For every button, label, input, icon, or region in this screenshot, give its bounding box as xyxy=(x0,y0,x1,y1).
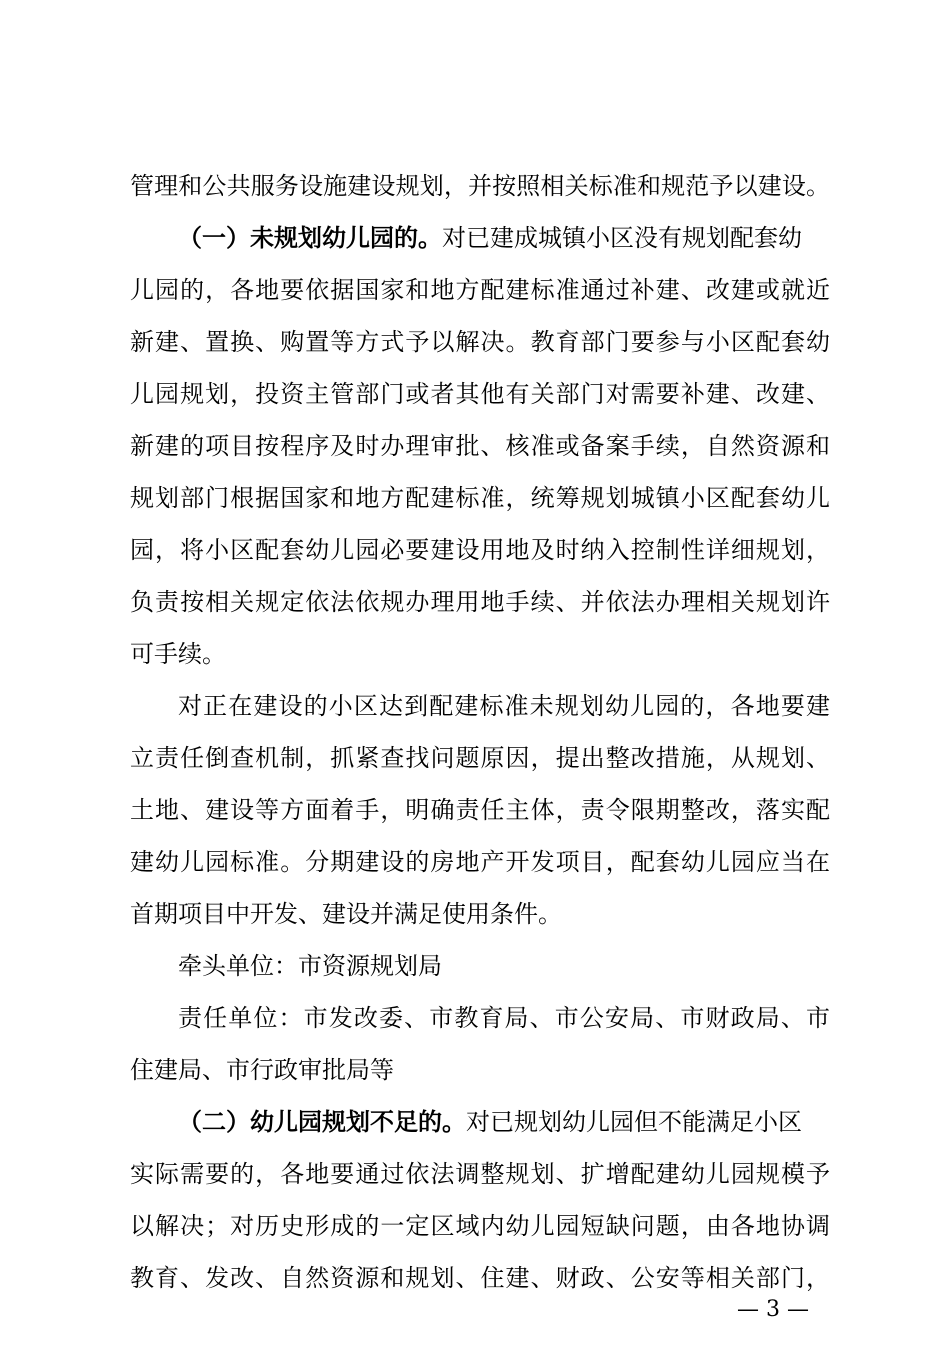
lead-unit-line: 牵头单位：市资源规划局 xyxy=(178,952,442,980)
text-run: 对已建成城镇小区没有规划配套幼 xyxy=(442,224,802,252)
paragraph-line xyxy=(178,222,830,254)
text-run: 对已规划幼儿园但不能满足小区 xyxy=(466,1108,802,1136)
text-line: 儿园的，各地要依据国家和地方配建标准通过补建、改建或就近 xyxy=(130,276,830,304)
text-line: 新建、置换、购置等方式予以解决。教育部门要参与小区配套幼 xyxy=(130,328,830,356)
section-heading: （二）幼儿园规划不足的。 xyxy=(178,1107,466,1136)
text-line: 新建的项目按程序及时办理审批、核准或备案手续，自然资源和 xyxy=(130,432,830,460)
text-line: 教育、发改、自然资源和规划、住建、财政、公安等相关部门， xyxy=(130,1264,830,1292)
text-line: 首期项目中开发、建设并满足使用条件。 xyxy=(130,900,562,928)
text-line: 以解决；对历史形成的一定区域内幼儿园短缺问题，由各地协调 xyxy=(130,1212,830,1240)
text-line: 土地、建设等方面着手，明确责任主体，责令限期整改，落实配 xyxy=(130,796,830,824)
responsible-units-line: 责任单位：市发改委、市教育局、市公安局、市财政局、市 xyxy=(178,1004,830,1032)
page-number: — 3 — xyxy=(737,1297,809,1322)
paragraph-line xyxy=(178,1106,830,1138)
text-line: 建幼儿园标准。分期建设的房地产开发项目，配套幼儿园应当在 xyxy=(130,848,830,876)
text-line: 规划部门根据国家和地方配建标准，统筹规划城镇小区配套幼儿 xyxy=(130,484,830,512)
text-line: 立责任倒查机制，抓紧查找问题原因，提出整改措施，从规划、 xyxy=(130,744,830,772)
text-line: 可手续。 xyxy=(130,640,226,668)
text-line: 管理和公共服务设施建设规划，并按照相关标准和规范予以建设。 xyxy=(130,172,830,200)
text-line: 实际需要的，各地要通过依法调整规划、扩增配建幼儿园规模予 xyxy=(130,1160,830,1188)
text-line: 负责按相关规定依法依规办理用地手续、并依法办理相关规划许 xyxy=(130,588,830,616)
text-line: 住建局、市行政审批局等 xyxy=(130,1056,394,1084)
text-line: 园，将小区配套幼儿园必要建设用地及时纳入控制性详细规划， xyxy=(130,536,830,564)
section-heading: （一）未规划幼儿园的。 xyxy=(178,223,442,252)
text-line: 儿园规划，投资主管部门或者其他有关部门对需要补建、改建、 xyxy=(130,380,830,408)
paragraph-line: 对正在建设的小区达到配建标准未规划幼儿园的，各地要建 xyxy=(178,692,830,720)
